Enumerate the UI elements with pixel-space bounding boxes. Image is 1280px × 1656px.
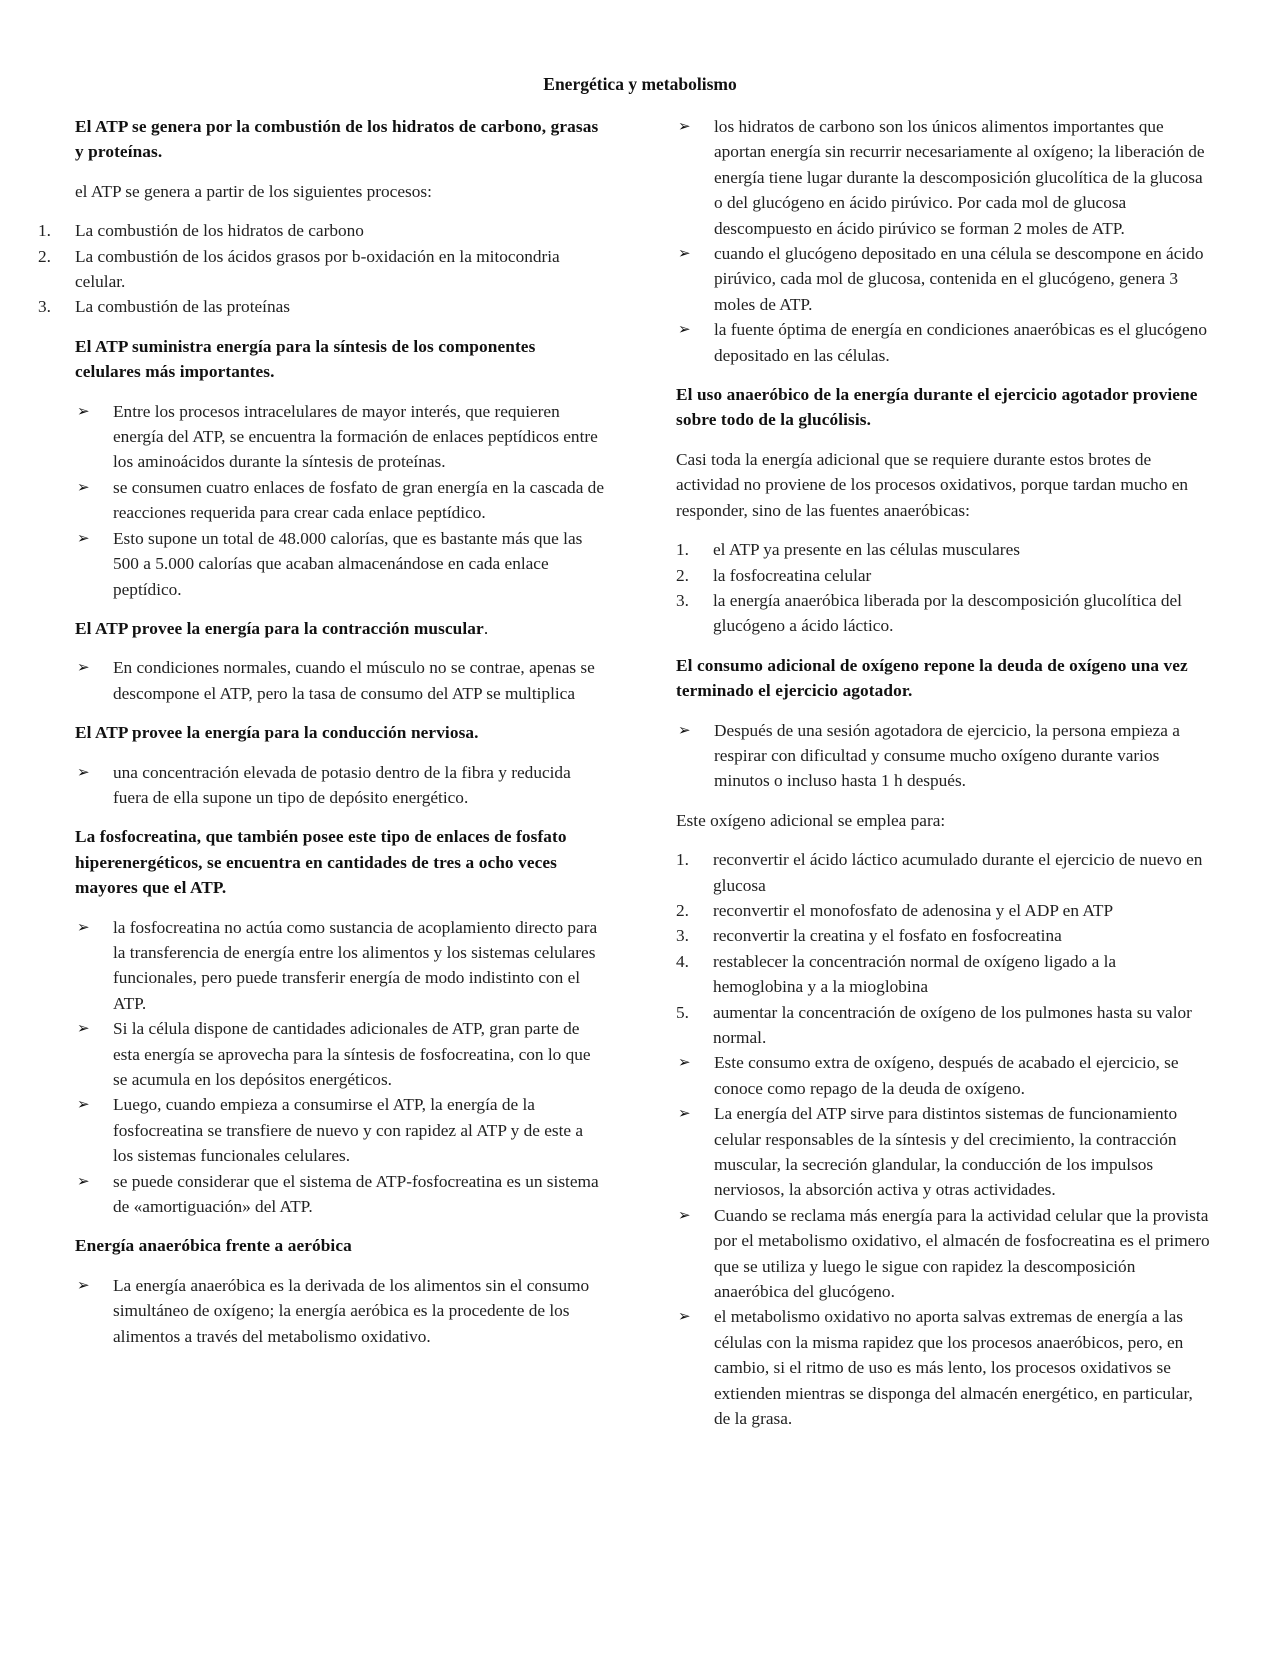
list-item-text: La energía del ATP sirve para distintos sistemas de funcionamiento celular responsables de la síntesis y del crecimiento, la contracción muscular, la secreción glandular, la conducción de los impulsos nerviosos, la absorción activa y otras actividades. bbox=[714, 1104, 1178, 1200]
list-item bbox=[75, 399, 604, 475]
list-item-text: se puede considerar que el sistema de ATP-fosfocreatina es un sistema de «amortiguación» del ATP. bbox=[113, 1171, 599, 1217]
page-title: Energética y metabolismo bbox=[543, 74, 737, 94]
list-item bbox=[676, 923, 1210, 948]
bullet-list bbox=[75, 915, 604, 1220]
list-item bbox=[676, 563, 1210, 588]
bullet-list bbox=[75, 399, 604, 602]
section-heading: Energía anaeróbica frente a aeróbica bbox=[75, 1236, 352, 1256]
heading-period: . bbox=[483, 618, 489, 638]
list-number: 1. bbox=[676, 850, 689, 870]
list-item-text: Cuando se reclama más energía para la actividad celular que la provista por el metabolismo oxidativo, el almacén de fosfocreatina es el primero que se utiliza y luego le sigue con rapidez la descomposición anaeróbica del glucógeno. bbox=[714, 1205, 1210, 1302]
bullet-list bbox=[676, 114, 1210, 368]
list-item bbox=[75, 526, 604, 602]
bullet-list bbox=[676, 718, 1210, 794]
section-heading: El ATP se genera por la combustión de los hidratos de carbono, grasas y proteínas. bbox=[75, 117, 599, 162]
list-item bbox=[75, 1169, 604, 1220]
paragraph: el ATP se genera a partir de los siguientes procesos: bbox=[75, 181, 432, 201]
arrow-bullet-icon: ➢ bbox=[678, 1053, 691, 1072]
list-item bbox=[676, 1101, 1210, 1203]
numbered-list bbox=[676, 847, 1210, 1050]
bullet-list bbox=[75, 655, 604, 706]
section-heading: La fosfocreatina, que también posee este tipo de enlaces de fosfato hiperenergéticos, se encuentra en cantidades de tres a ocho veces mayores que el ATP. bbox=[75, 827, 567, 898]
numbered-list bbox=[676, 537, 1210, 639]
arrow-bullet-icon: ➢ bbox=[77, 528, 90, 547]
list-item-text: la fosfocreatina no actúa como sustancia de acoplamiento directo para la transferencia de energía entre los alimentos y los sistemas celulares funcionales, pero puede transferir energía de modo indistinto con el ATP. bbox=[113, 917, 598, 1013]
list-number: 1. bbox=[676, 540, 689, 560]
list-item bbox=[75, 760, 604, 811]
arrow-bullet-icon: ➢ bbox=[77, 401, 90, 420]
section-heading: El consumo adicional de oxígeno repone la deuda de oxígeno una vez terminado el ejercicio agotador. bbox=[676, 655, 1188, 701]
list-number: 2. bbox=[676, 565, 689, 585]
list-item bbox=[38, 294, 604, 319]
list-item-text: el ATP ya presente en las células musculares bbox=[713, 540, 1020, 560]
arrow-bullet-icon: ➢ bbox=[678, 320, 691, 339]
arrow-bullet-icon: ➢ bbox=[678, 720, 691, 739]
arrow-bullet-icon: ➢ bbox=[77, 1019, 90, 1038]
list-number: 4. bbox=[676, 951, 689, 971]
arrow-bullet-icon: ➢ bbox=[77, 1171, 90, 1190]
paragraph: Casi toda la energía adicional que se requiere durante estos brotes de actividad no proviene de los procesos oxidativos, porque tardan mucho en responder, sino de las fuentes anaeróbicas: bbox=[676, 449, 1189, 520]
list-item bbox=[676, 718, 1210, 794]
list-item-text: La combustión de los hidratos de carbono bbox=[75, 221, 364, 241]
list-item-text: una concentración elevada de potasio dentro de la fibra y reducida fuera de ella supone un tipo de depósito energético. bbox=[113, 762, 571, 807]
list-number: 1. bbox=[38, 221, 51, 241]
list-number: 3. bbox=[676, 590, 689, 610]
list-item bbox=[75, 1016, 604, 1092]
list-item-text: Este consumo extra de oxígeno, después de acabado el ejercicio, se conoce como repago de la deuda de oxígeno. bbox=[714, 1053, 1179, 1098]
list-item bbox=[676, 317, 1210, 368]
list-number: 5. bbox=[676, 1002, 689, 1022]
list-item-text: la fuente óptima de energía en condiciones anaeróbicas es el glucógeno depositado en las células. bbox=[714, 320, 1207, 365]
arrow-bullet-icon: ➢ bbox=[77, 477, 90, 496]
arrow-bullet-icon: ➢ bbox=[77, 658, 90, 677]
arrow-bullet-icon: ➢ bbox=[77, 1095, 90, 1114]
list-item-text: En condiciones normales, cuando el músculo no se contrae, apenas se descompone el ATP, pero la tasa de consumo del ATP se multiplica bbox=[113, 658, 595, 703]
arrow-bullet-icon: ➢ bbox=[77, 762, 90, 781]
bullet-list bbox=[75, 1273, 604, 1349]
list-item-text: cuando el glucógeno depositado en una célula se descompone en ácido pirúvico, cada mol de glucosa, contenida en el glucógeno, genera 3 moles de ATP. bbox=[714, 244, 1204, 314]
list-item-text: La energía anaeróbica es la derivada de los alimentos sin el consumo simultáneo de oxígeno; la energía aeróbica es la procedente de los alimentos a través del metabolismo oxidativo. bbox=[113, 1275, 590, 1346]
list-item bbox=[676, 898, 1210, 923]
list-item bbox=[676, 949, 1210, 1000]
section-heading: El ATP suministra energía para la síntesis de los componentes celulares más importantes. bbox=[75, 336, 536, 382]
left-column bbox=[38, 114, 604, 1363]
list-item-text: Después de una sesión agotadora de ejercicio, la persona empieza a respirar con dificultad y consume mucho oxígeno durante varios minutos o incluso hasta 1 h después. bbox=[714, 720, 1180, 791]
list-item bbox=[38, 244, 604, 295]
list-item-text: La combustión de los ácidos grasos por b-oxidación en la mitocondria celular. bbox=[75, 246, 560, 292]
list-item-text: Entre los procesos intracelulares de mayor interés, que requieren energía del ATP, se encuentra la formación de enlaces peptídicos entre los aminoácidos durante la síntesis de proteínas. bbox=[113, 401, 598, 472]
list-item-text: Si la célula dispone de cantidades adicionales de ATP, gran parte de esta energía se aprovecha para la síntesis de fosfocreatina, con lo que se acumula en los depósitos energéticos. bbox=[113, 1019, 591, 1089]
list-item bbox=[676, 241, 1210, 317]
arrow-bullet-icon: ➢ bbox=[678, 117, 691, 135]
arrow-bullet-icon: ➢ bbox=[678, 1307, 691, 1326]
list-item bbox=[676, 1050, 1210, 1101]
list-number: 3. bbox=[38, 297, 51, 317]
list-item bbox=[676, 114, 1210, 241]
list-item-text: Luego, cuando empieza a consumirse el ATP, la energía de la fosfocreatina se transfiere de nuevo y con rapidez al ATP y de este a los sistemas funcionales celulares. bbox=[113, 1095, 584, 1166]
list-item bbox=[676, 847, 1210, 898]
list-item-text: la fosfocreatina celular bbox=[713, 565, 872, 585]
list-item-text: restablecer la concentración normal de oxígeno ligado a la hemoglobina y a la mioglobina bbox=[713, 951, 1117, 997]
list-item-text: los hidratos de carbono son los únicos alimentos importantes que aportan energía sin recurrir necesariamente al oxígeno; la liberación de energía tiene lugar durante la descomposición glucolítica de la glucosa o del glucógeno en ácido pirúvico. Por cada mol de glucosa descompuesto en ácido pirúvico se forman 2 moles de ATP. bbox=[714, 117, 1205, 238]
list-item bbox=[676, 537, 1210, 562]
list-item-text: Esto supone un total de 48.000 calorías, que es bastante más que las 500 a 5.000 calorías que acaban almacenándose en cada enlace peptídico. bbox=[113, 528, 583, 599]
list-item bbox=[75, 475, 604, 526]
section-heading: El ATP provee la energía para la conducción nerviosa. bbox=[75, 723, 479, 743]
right-column bbox=[676, 114, 1210, 1432]
arrow-bullet-icon: ➢ bbox=[77, 917, 90, 936]
list-item bbox=[676, 1203, 1210, 1305]
arrow-bullet-icon: ➢ bbox=[77, 1275, 90, 1294]
list-item bbox=[75, 915, 604, 1017]
list-item-text: aumentar la concentración de oxígeno de los pulmones hasta su valor normal. bbox=[713, 1002, 1192, 1047]
list-item bbox=[676, 1304, 1210, 1431]
section-heading-text: El ATP provee la energía para la contracción muscular bbox=[75, 618, 484, 638]
list-number: 2. bbox=[38, 246, 51, 266]
list-item bbox=[75, 1092, 604, 1168]
list-item-text: reconvertir el ácido láctico acumulado durante el ejercicio de nuevo en glucosa bbox=[713, 850, 1203, 895]
arrow-bullet-icon: ➢ bbox=[678, 1205, 691, 1224]
arrow-bullet-icon: ➢ bbox=[678, 244, 691, 263]
list-item bbox=[75, 1273, 604, 1349]
list-item-text: el metabolismo oxidativo no aporta salvas extremas de energía a las células con la misma rapidez que los procesos anaeróbicos, pero, en cambio, si el ritmo de uso es más lento, los procesos oxidativos se extienden mientras se disponga del almacén energético, en particular, de la grasa. bbox=[714, 1307, 1193, 1429]
list-number: 3. bbox=[676, 926, 689, 946]
list-item-text: se consumen cuatro enlaces de fosfato de gran energía en la cascada de reacciones requerida para crear cada enlace peptídico. bbox=[113, 477, 604, 523]
bullet-list bbox=[676, 1050, 1210, 1431]
list-item-text: la energía anaeróbica liberada por la descomposición glucolítica del glucógeno a ácido láctico. bbox=[713, 590, 1182, 636]
section-heading bbox=[75, 616, 604, 641]
paragraph: Este oxígeno adicional se emplea para: bbox=[676, 810, 946, 830]
bullet-list bbox=[75, 760, 604, 811]
list-item bbox=[676, 1000, 1210, 1051]
numbered-list bbox=[38, 218, 604, 320]
arrow-bullet-icon: ➢ bbox=[678, 1104, 691, 1123]
list-item bbox=[676, 588, 1210, 639]
list-item bbox=[38, 218, 604, 243]
list-item-text: reconvertir la creatina y el fosfato en fosfocreatina bbox=[713, 926, 1062, 946]
list-item bbox=[75, 655, 604, 706]
list-number: 2. bbox=[676, 900, 689, 920]
section-heading: El uso anaeróbico de la energía durante el ejercicio agotador proviene sobre todo de la glucólisis. bbox=[676, 385, 1198, 430]
list-item-text: reconvertir el monofosfato de adenosina y el ADP en ATP bbox=[713, 900, 1114, 920]
list-item-text: La combustión de las proteínas bbox=[75, 297, 291, 317]
